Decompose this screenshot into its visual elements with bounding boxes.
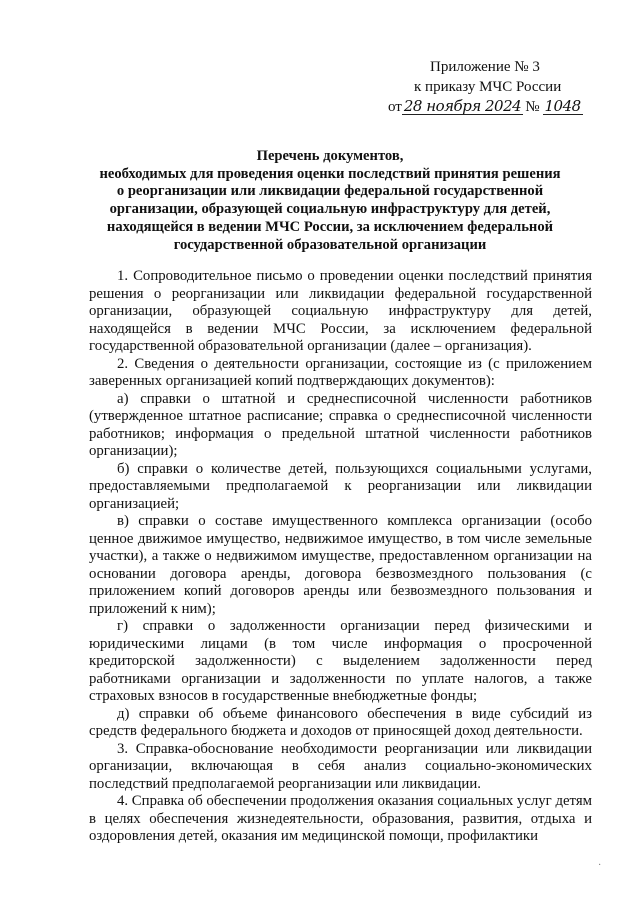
document-title [60,148,600,254]
title-line: необходимых для проведения оценки последствий принятия решения [99,165,561,182]
title-line: находящейся в ведении МЧС России, за исключением федеральной [106,218,554,235]
paragraph-2a: а) справки о штатной и среднесписочной численности работников (утвержденное штатное расписание; справка о среднесписочной численности работников; информация о предельной штатной численности работников организации); [89,390,592,459]
scan-speck: · [598,860,602,871]
paragraph-2c: в) справки о составе имущественного комплекса организации (особо ценное движимое имущество, недвижимое имущество, в том числе земельные участки), а также о недвижимом имуществе, предоставленном организации на основании договора аренды, договора безвозмездного пользования (с приложением копий договоров аренды или безвозмездного пользования и приложений к ним); [89,513,592,617]
paragraph-2e: д) справки об объеме финансового обеспечения в виде субсидий из средств федерального бюджета и доходов от приносящей доход деятельности. [89,705,592,739]
paragraph-3: 3. Справка-обоснование необходимости реорганизации или ликвидации организации, включающая в себя анализ социально-экономических последствий предполагаемой реорганизации или ликвидации. [89,740,592,792]
appendix-block [388,57,588,117]
paragraph-1: 1. Сопроводительное письмо о проведении оценки последствий принятия решения о реорганизации или ликвидации федеральной государственной организации, образующей социальную инфраструктуру для детей, находящейся в ведении МЧС России, за исключением федеральной государственной образовательной организации (далее – организация). [89,268,592,354]
title-line: организации, образующей социальную инфраструктуру для детей, [109,201,551,218]
date-prefix: от [388,99,402,115]
handwritten-date: 28 ноября 2024 [403,97,522,115]
appendix-label: Приложение № 3 [430,59,540,75]
paragraph-2d: г) справки о задолженности организации перед физическими и юридическими лицами (в том числе информация о просроченной кредиторской задолженности) с выделением задолженности перед работниками организации и задолженности по уплате налогов, а также страховых взносов в государственные внебюджетные фонды; [89,618,592,704]
title-line: государственной образовательной организации [173,236,487,253]
handwritten-number: 1048 [544,97,581,115]
paragraph-2b: б) справки о количестве детей, пользующихся социальными услугами, предоставляемыми предполагаемой к реорганизации или ликвидации организацией; [89,460,592,512]
number-prefix: № [525,99,540,115]
document-body [89,268,592,846]
order-date-line [388,97,588,117]
title-line: Перечень документов, [256,148,404,164]
paragraph-4: 4. Справка об обеспечении продолжения оказания социальных услуг детям в целях обеспечения жизнедеятельности, образования, развития, отдыха и оздоровления детей, оказания им медицинской помощи, профилактики [89,793,592,844]
order-reference: к приказу МЧС России [414,79,562,95]
paragraph-2: 2. Сведения о деятельности организации, состоящие из (с приложением заверенных организацией копий подтверждающих документов): [89,355,592,389]
title-line: о реорганизации или ликвидации федеральной государственной [116,183,544,200]
